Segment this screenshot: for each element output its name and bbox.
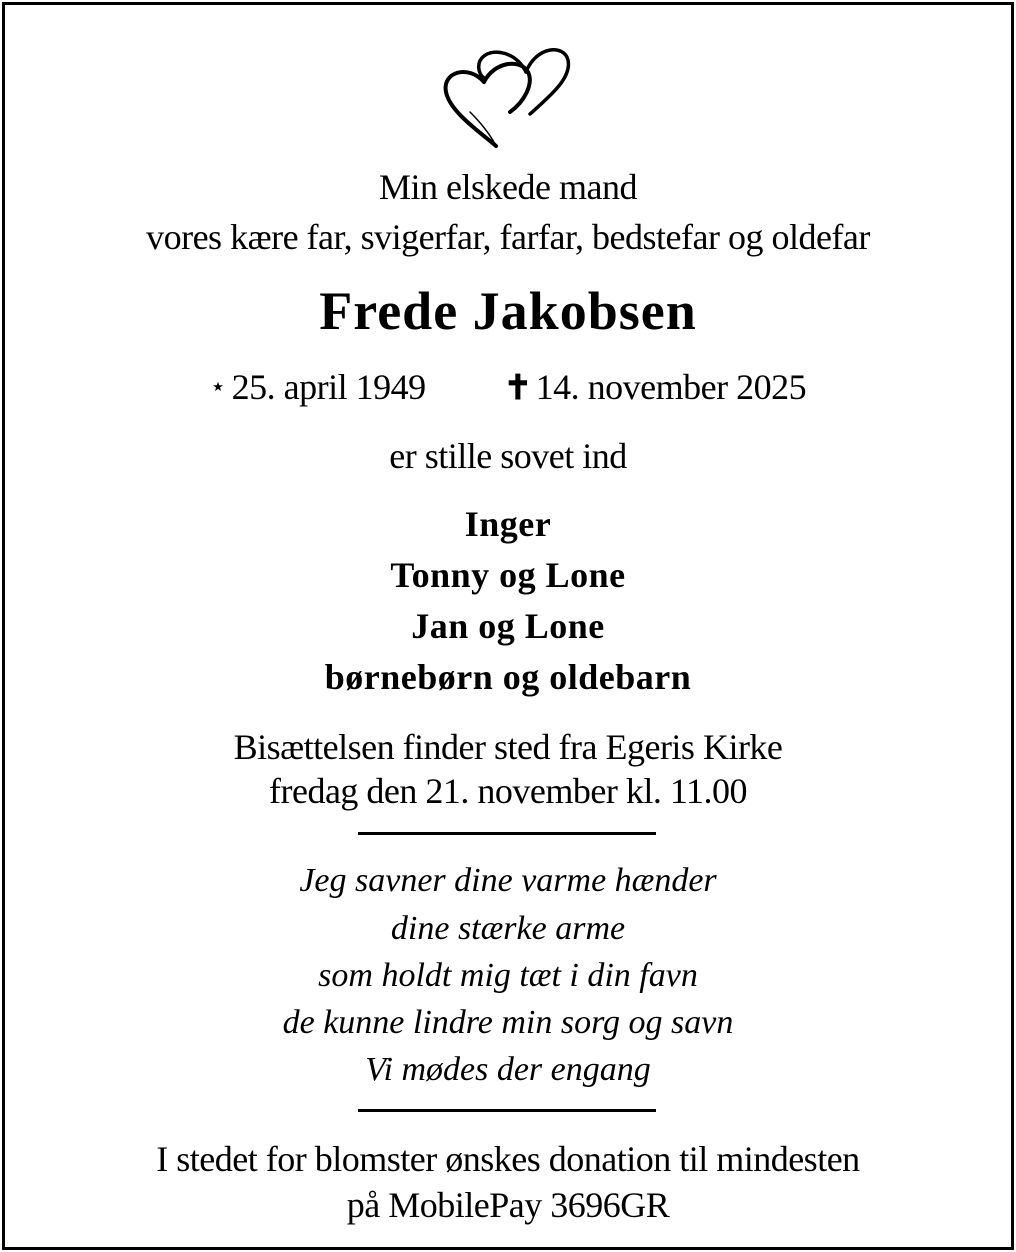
donation-line-2: på MobilePay 3696GR <box>346 1185 670 1225</box>
cross-icon: ✝ <box>503 370 532 407</box>
funeral-line-1: Bisættelsen finder sted fra Egeris Kirke <box>233 727 783 767</box>
poem-line: de kunne lindre min sorg og savn <box>282 1004 734 1041</box>
poem-line: Vi mødes der engang <box>365 1051 651 1088</box>
poem-line: dine stærke arme <box>390 910 626 947</box>
mourner-line: Jan og Lone <box>411 606 605 646</box>
mourner-line: Inger <box>464 504 552 544</box>
poem-line: som holdt mig tæt i din favn <box>318 957 698 994</box>
death-date: 14. november 2025 <box>535 367 807 407</box>
two-hearts-icon <box>440 26 576 150</box>
mourner-line: Tonny og Lone <box>390 555 626 595</box>
divider-top <box>358 832 656 835</box>
birth-date: 25. april 1949 <box>231 367 426 407</box>
funeral-line-2: fredag den 21. november kl. 11.00 <box>268 771 748 811</box>
passing-text: er stille sovet ind <box>389 436 627 476</box>
star-icon: ⋆ <box>209 372 226 401</box>
intro-line-1: Min elskede mand <box>379 167 637 207</box>
donation-line-1: I stedet for blomster ønskes donation til mindesten <box>156 1139 860 1179</box>
life-dates <box>0 366 1016 408</box>
poem-line: Jeg savner dine varme hænder <box>299 862 717 899</box>
deceased-name: Frede Jakobsen <box>319 281 697 341</box>
divider-bottom <box>358 1109 656 1112</box>
mourner-line: børnebørn og oldebarn <box>324 657 692 697</box>
intro-line-2: vores kære far, svigerfar, farfar, bedstefar og oldefar <box>146 217 870 257</box>
